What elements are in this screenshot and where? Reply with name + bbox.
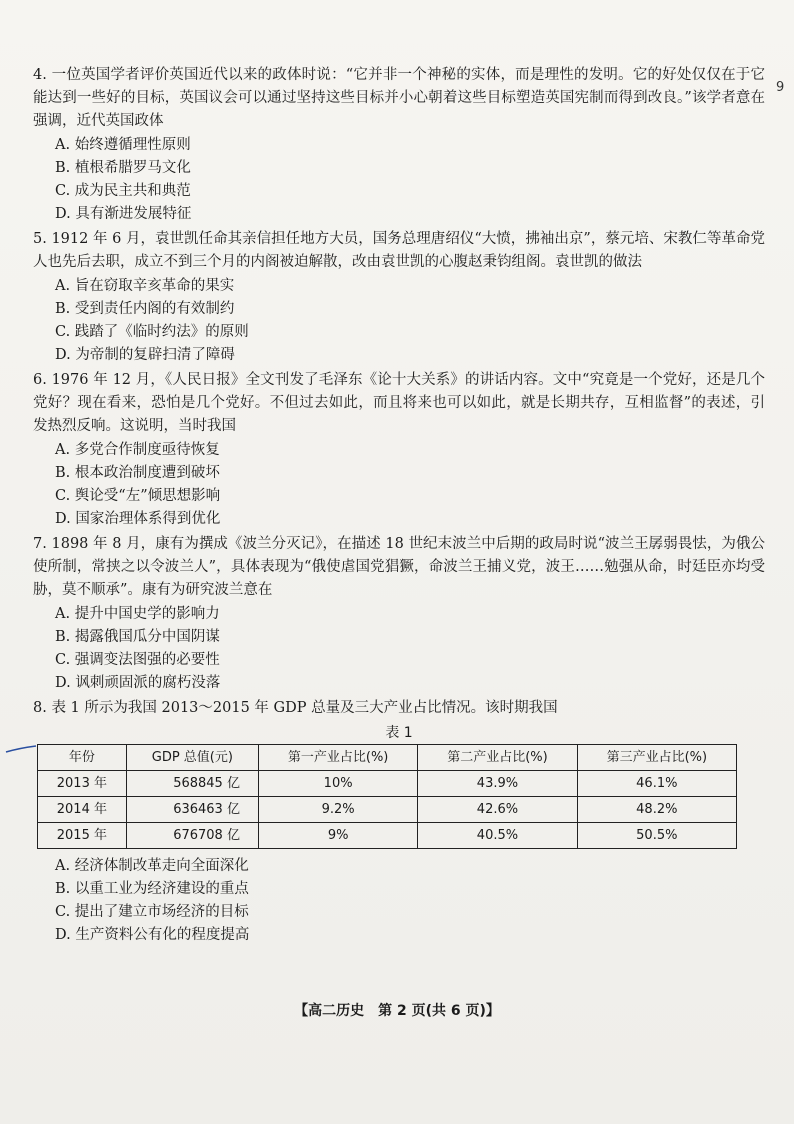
option-d: D. 生产资料公有化的程度提高: [55, 927, 250, 943]
cell-primary: 10%: [258, 771, 417, 797]
cell-primary: 9.2%: [258, 797, 417, 823]
option-a: A. 多党合作制度亟待恢复: [55, 442, 220, 458]
option-c: C. 践踏了《临时约法》的原则: [55, 324, 249, 340]
cell-secondary: 42.6%: [418, 797, 577, 823]
option-d: D. 国家治理体系得到优化: [55, 511, 221, 527]
question-stem: 7. 1898 年 8 月，康有为撰成《波兰分灭记》，在描述 18 世纪末波兰中后期的政局时说“波兰王孱弱畏怯，为俄公使所制，常挟之以令波兰人”，具体表现为“俄使虐国党猖獗，命波兰王捕义党，波王……勉强从命，时廷臣亦均受胁，莫不顺承”。康有为研究波兰意在: [33, 536, 765, 598]
option-b: B. 揭露俄国瓜分中国阴谋: [55, 629, 220, 645]
option-a: A. 旨在窃取辛亥革命的果实: [55, 278, 235, 294]
option-a: A. 经济体制改革走向全面深化: [55, 858, 249, 874]
option-b: B. 根本政治制度遭到破坏: [55, 465, 220, 481]
table-caption: 表 1: [385, 725, 413, 741]
cell-secondary: 40.5%: [418, 823, 577, 849]
option-b: B. 植根希腊罗马文化: [55, 160, 191, 176]
option-a: A. 始终遵循理性原则: [55, 137, 191, 153]
header-tertiary: 第三产业占比(%): [577, 745, 736, 771]
cell-gdp: 568845 亿: [126, 771, 258, 797]
header-gdp: GDP 总值(元): [126, 745, 258, 771]
question-stem: 4. 一位英国学者评价英国近代以来的政体时说：“它并非一个神秘的实体，而是理性的发明。它的好处仅仅在于它能达到一些好的目标，英国议会可以通过坚持这些目标并小心朝着这些目标塑造英国宪制而得到改良。”该学者意在强调，近代英国政体: [33, 67, 765, 129]
option-d: D. 讽刺顽固派的腐朽没落: [55, 675, 221, 691]
cell-tertiary: 46.1%: [577, 771, 736, 797]
option-b: B. 受到责任内阁的有效制约: [55, 301, 235, 317]
header-secondary: 第二产业占比(%): [418, 745, 577, 771]
cell-tertiary: 48.2%: [577, 797, 736, 823]
header-primary: 第一产业占比(%): [258, 745, 417, 771]
option-c: C. 成为民主共和典范: [55, 183, 191, 199]
option-d: D. 具有渐进发展特征: [55, 206, 192, 222]
option-c: C. 舆论受“左”倾思想影响: [55, 488, 221, 504]
question-stem: 5. 1912 年 6 月，袁世凯任命其亲信担任地方大员，国务总理唐绍仪“大愤，拂袖出京”，蔡元培、宋教仁等革命党人也先后去职，成立不到三个月的内阁被迫解散，改由袁世凯的心腹赵秉钧组阁。袁世凯的做法: [33, 231, 765, 270]
page-footer: 【高二历史 第 2 页(共 6 页)】: [294, 1003, 500, 1019]
cell-secondary: 43.9%: [418, 771, 577, 797]
option-a: A. 提升中国史学的影响力: [55, 606, 220, 622]
cell-year: 2014 年: [38, 797, 127, 823]
option-b: B. 以重工业为经济建设的重点: [55, 881, 249, 897]
question-stem: 6. 1976 年 12 月，《人民日报》全文刊发了毛泽东《论十大关系》的讲话内容。文中“究竟是一个党好，还是几个党好？现在看来，恐怕是几个党好。不但过去如此，而且将来也可以如此，就是长期共存，互相监督”的表述，引发热烈反响。这说明，当时我国: [33, 372, 765, 434]
option-d: D. 为帝制的复辟扫清了障碍: [55, 347, 235, 363]
option-c: C. 强调变法图强的必要性: [55, 652, 220, 668]
cell-gdp: 676708 亿: [126, 823, 258, 849]
header-year: 年份: [38, 745, 127, 771]
margin-mark: 9: [776, 80, 785, 95]
cell-year: 2013 年: [38, 771, 127, 797]
question-stem: 8. 表 1 所示为我国 2013～2015 年 GDP 总量及三大产业占比情况。该时期我国: [33, 700, 558, 716]
option-c: C. 提出了建立市场经济的目标: [55, 904, 249, 920]
cell-primary: 9%: [258, 823, 417, 849]
cell-tertiary: 50.5%: [577, 823, 736, 849]
cell-year: 2015 年: [38, 823, 127, 849]
cell-gdp: 636463 亿: [126, 797, 258, 823]
